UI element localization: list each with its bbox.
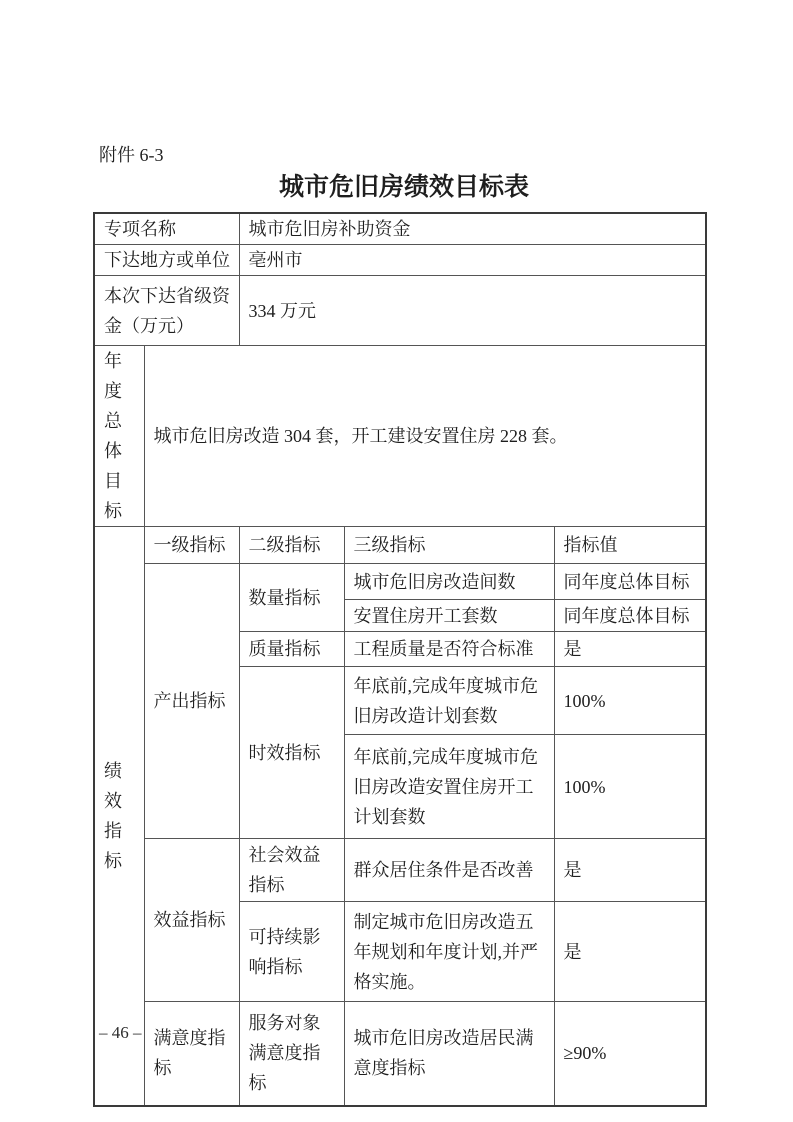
header-level3-cell: 三级指标 (344, 527, 554, 564)
info-row-recipient (94, 245, 706, 276)
special-name-label-cell: 专项名称 (94, 213, 239, 245)
renovation-count-value-cell: 同年度总体目标 (554, 564, 706, 600)
renovation-plan-value-cell: 100% (554, 667, 706, 735)
special-name-value-cell: 城市危旧房补助资金 (239, 213, 706, 245)
page-number: – 46 – (99, 1023, 142, 1042)
quantity-indicator-cell: 数量指标 (239, 564, 344, 632)
quality-standard-value-cell: 是 (554, 632, 706, 667)
page-title: 城市危旧房绩效目标表 (278, 174, 529, 201)
renovation-count-cell: 城市危旧房改造间数 (344, 564, 554, 600)
timeliness-indicator-cell: 时效指标 (239, 667, 344, 839)
performance-section-cell: 绩效指标 (94, 527, 144, 1106)
fund-amount-value-cell: 334 万元 (239, 276, 706, 346)
quality-standard-cell: 工程质量是否符合标准 (344, 632, 554, 667)
annual-goal-row (94, 346, 706, 527)
benefit-group-cell: 效益指标 (144, 839, 239, 1002)
annual-goal-value-cell: 城市危旧房改造 304 套，开工建设安置住房 228 套。 (144, 346, 706, 527)
living-conditions-value-cell: 是 (554, 839, 706, 902)
output-group-cell: 产出指标 (144, 564, 239, 839)
indicator-row-social-benefit (94, 839, 706, 902)
attachment-label: 附件 6-3 (99, 145, 164, 165)
housing-starts-cell: 安置住房开工套数 (344, 600, 554, 632)
resettlement-plan-value-cell: 100% (554, 735, 706, 839)
service-satisfaction-indicator-cell: 服务对象满意度指标 (239, 1002, 344, 1106)
recipient-label-cell: 下达地方或单位 (94, 245, 239, 276)
satisfaction-group-cell: 满意度指标 (144, 1002, 239, 1106)
resettlement-plan-cell: 年底前,完成年度城市危旧房改造安置住房开工计划套数 (344, 735, 554, 839)
housing-starts-value-cell: 同年度总体目标 (554, 600, 706, 632)
resident-satisfaction-value-cell: ≥90% (554, 1002, 706, 1106)
header-value-cell: 指标值 (554, 527, 706, 564)
five-year-plan-value-cell: 是 (554, 902, 706, 1002)
quality-indicator-cell: 质量指标 (239, 632, 344, 667)
living-conditions-cell: 群众居住条件是否改善 (344, 839, 554, 902)
recipient-value-cell: 亳州市 (239, 245, 706, 276)
info-row-fund-amount (94, 276, 706, 346)
indicator-row-renovation-count (94, 564, 706, 600)
header-level1-cell: 一级指标 (144, 527, 239, 564)
social-benefit-indicator-cell: 社会效益指标 (239, 839, 344, 902)
info-row-special-name (94, 213, 706, 245)
fund-amount-label-cell: 本次下达省级资金（万元） (94, 276, 239, 346)
header-level2-cell: 二级指标 (239, 527, 344, 564)
resident-satisfaction-cell: 城市危旧房改造居民满意度指标 (344, 1002, 554, 1106)
indicator-header-row (94, 527, 706, 564)
sustainability-indicator-cell: 可持续影响指标 (239, 902, 344, 1002)
annual-goal-label-cell: 年度总体目标 (94, 346, 144, 527)
renovation-plan-cell: 年底前,完成年度城市危旧房改造计划套数 (344, 667, 554, 735)
performance-target-table (93, 212, 707, 1107)
five-year-plan-cell: 制定城市危旧房改造五年规划和年度计划,并严格实施。 (344, 902, 554, 1002)
indicator-row-satisfaction (94, 1002, 706, 1106)
